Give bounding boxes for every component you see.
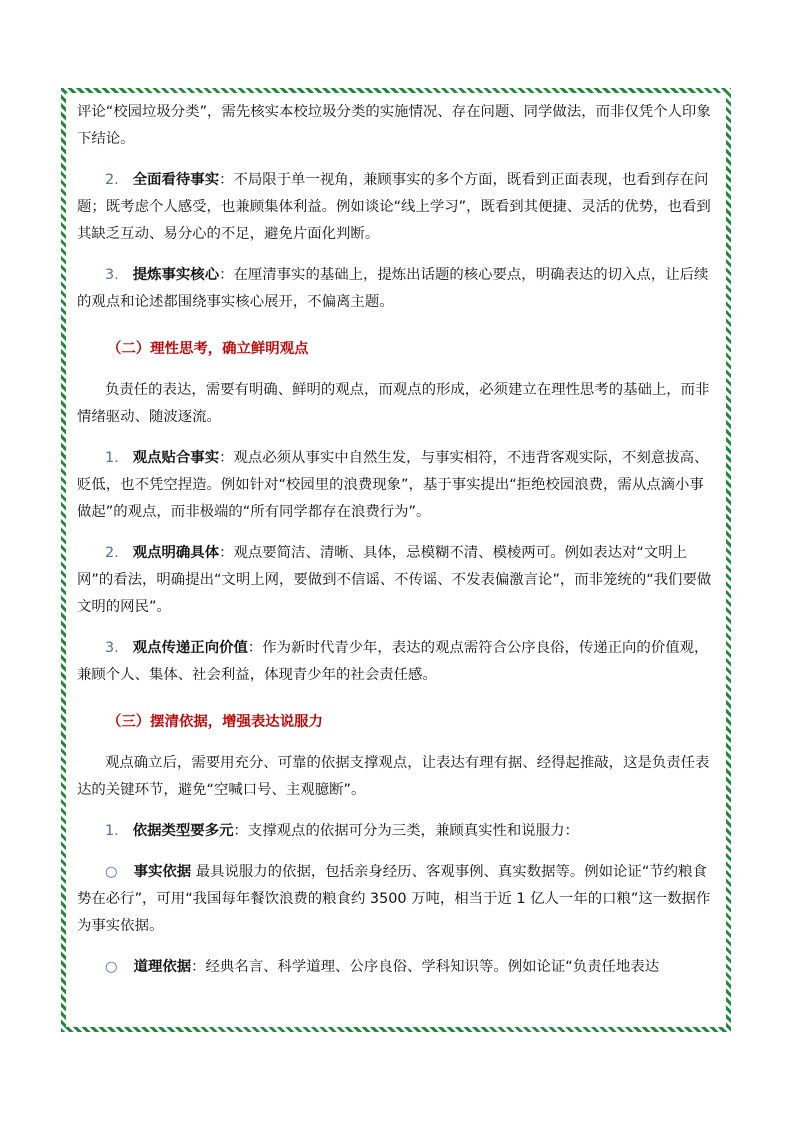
list-item-lead: 依据类型要多元 (132, 823, 234, 839)
list-number: 1. (105, 450, 119, 466)
list-item (77, 262, 717, 316)
list-number: 2. (105, 545, 119, 561)
circle-bullet-icon: ○ (105, 959, 118, 975)
list-item-lead: 提炼事实核心 (132, 267, 220, 283)
list-item (77, 635, 717, 689)
list-number: 3. (105, 640, 119, 656)
list-item-lead: 观点传递正向价值 (132, 640, 248, 656)
list-item-lead: 观点明确具体 (132, 545, 220, 561)
bullet-item-text: ：经典名言、科学道理、公序良俗、学科知识等。例如论证“负责任地表达 (191, 959, 660, 975)
list-item (77, 818, 717, 845)
section-heading: （三）摆清依据，增强表达说服力 (107, 714, 323, 730)
list-item-text: ：作为新时代青少年，表达的观点需符合公序良俗，传递正向的价值观，兼顾个人、集体、社会利益，体现青少年的社会责任感。 (77, 640, 709, 683)
list-item-text: ：在厘清事实的基础上，提炼出话题的核心要点，明确表达的切入点，让后续的观点和论述都围绕事实核心展开，不偏离主题。 (77, 267, 709, 310)
bullet-item (77, 954, 717, 981)
bullet-item-lead: 事实依据 (133, 864, 192, 880)
list-item (77, 540, 717, 621)
list-number: 1. (105, 823, 119, 839)
continued-paragraph: 评论“校园垃圾分类”，需先核实本校垃圾分类的实施情况、存在问题、同学做法，而非仅凭个人印象下结论。 (77, 104, 711, 147)
list-number: 3. (105, 267, 119, 283)
list-number: 2. (105, 172, 119, 188)
bullet-item-text: 最具说服力的依据，包括亲身经历、客观事例、真实数据等。例如论证“节约粮食势在必行”，可用“我国每年餐饮浪费的粮食约 3500 万吨，相当于近 1 亿人一年的口粮”这一数据作为事实依据。 (77, 864, 711, 934)
document-body (77, 99, 717, 981)
list-item-text: ：观点要简洁、清晰、具体，忌模糊不清、模棱两可。例如表达对“文明上网”的看法，明确提出“文明上网，要做到不信谣、不传谣、不发表偏激言论”，而非笼统的“我们要做文明的网民”。 (77, 545, 712, 615)
section-heading: （二）理性思考，确立鲜明观点 (107, 341, 309, 357)
page-border (61, 88, 731, 1032)
list-item-lead: 观点贴合事实 (132, 450, 220, 466)
list-item-text: ：支撑观点的依据可分为三类，兼顾真实性和说服力： (233, 823, 579, 839)
list-item (77, 167, 717, 248)
bullet-item-lead: 道理依据 (133, 959, 192, 975)
section-intro-paragraph: 观点确立后，需要用充分、可靠的依据支撑观点，让表达有理有据、经得起推敲，这是负责任表达的关键环节，避免“空喊口号、主观臆断”。 (77, 755, 710, 798)
list-item-lead: 全面看待事实 (132, 172, 220, 188)
bullet-item (77, 859, 717, 940)
list-item (77, 445, 717, 526)
circle-bullet-icon: ○ (105, 864, 118, 880)
section-intro-paragraph: 负责任的表达，需要有明确、鲜明的观点，而观点的形成，必须建立在理性思考的基础上，而非情绪驱动、随波逐流。 (77, 382, 710, 425)
list-item-text: ：不局限于单一视角，兼顾事实的多个方面，既看到正面表现，也看到存在问题；既考虑个人感受，也兼顾集体利益。例如谈论“线上学习”，既看到其便捷、灵活的优势，也看到其缺乏互动、易分心的不足，避免片面化判断。 (77, 172, 711, 242)
list-item-text: ：观点必须从事实中自然生发，与事实相符，不违背客观实际，不刻意拔高、贬低，也不凭空捏造。例如针对“校园里的浪费现象”，基于事实提出“拒绝校园浪费，需从点滴小事做起”的观点，而非极端的“所有同学都存在浪费行为”。 (77, 450, 709, 520)
